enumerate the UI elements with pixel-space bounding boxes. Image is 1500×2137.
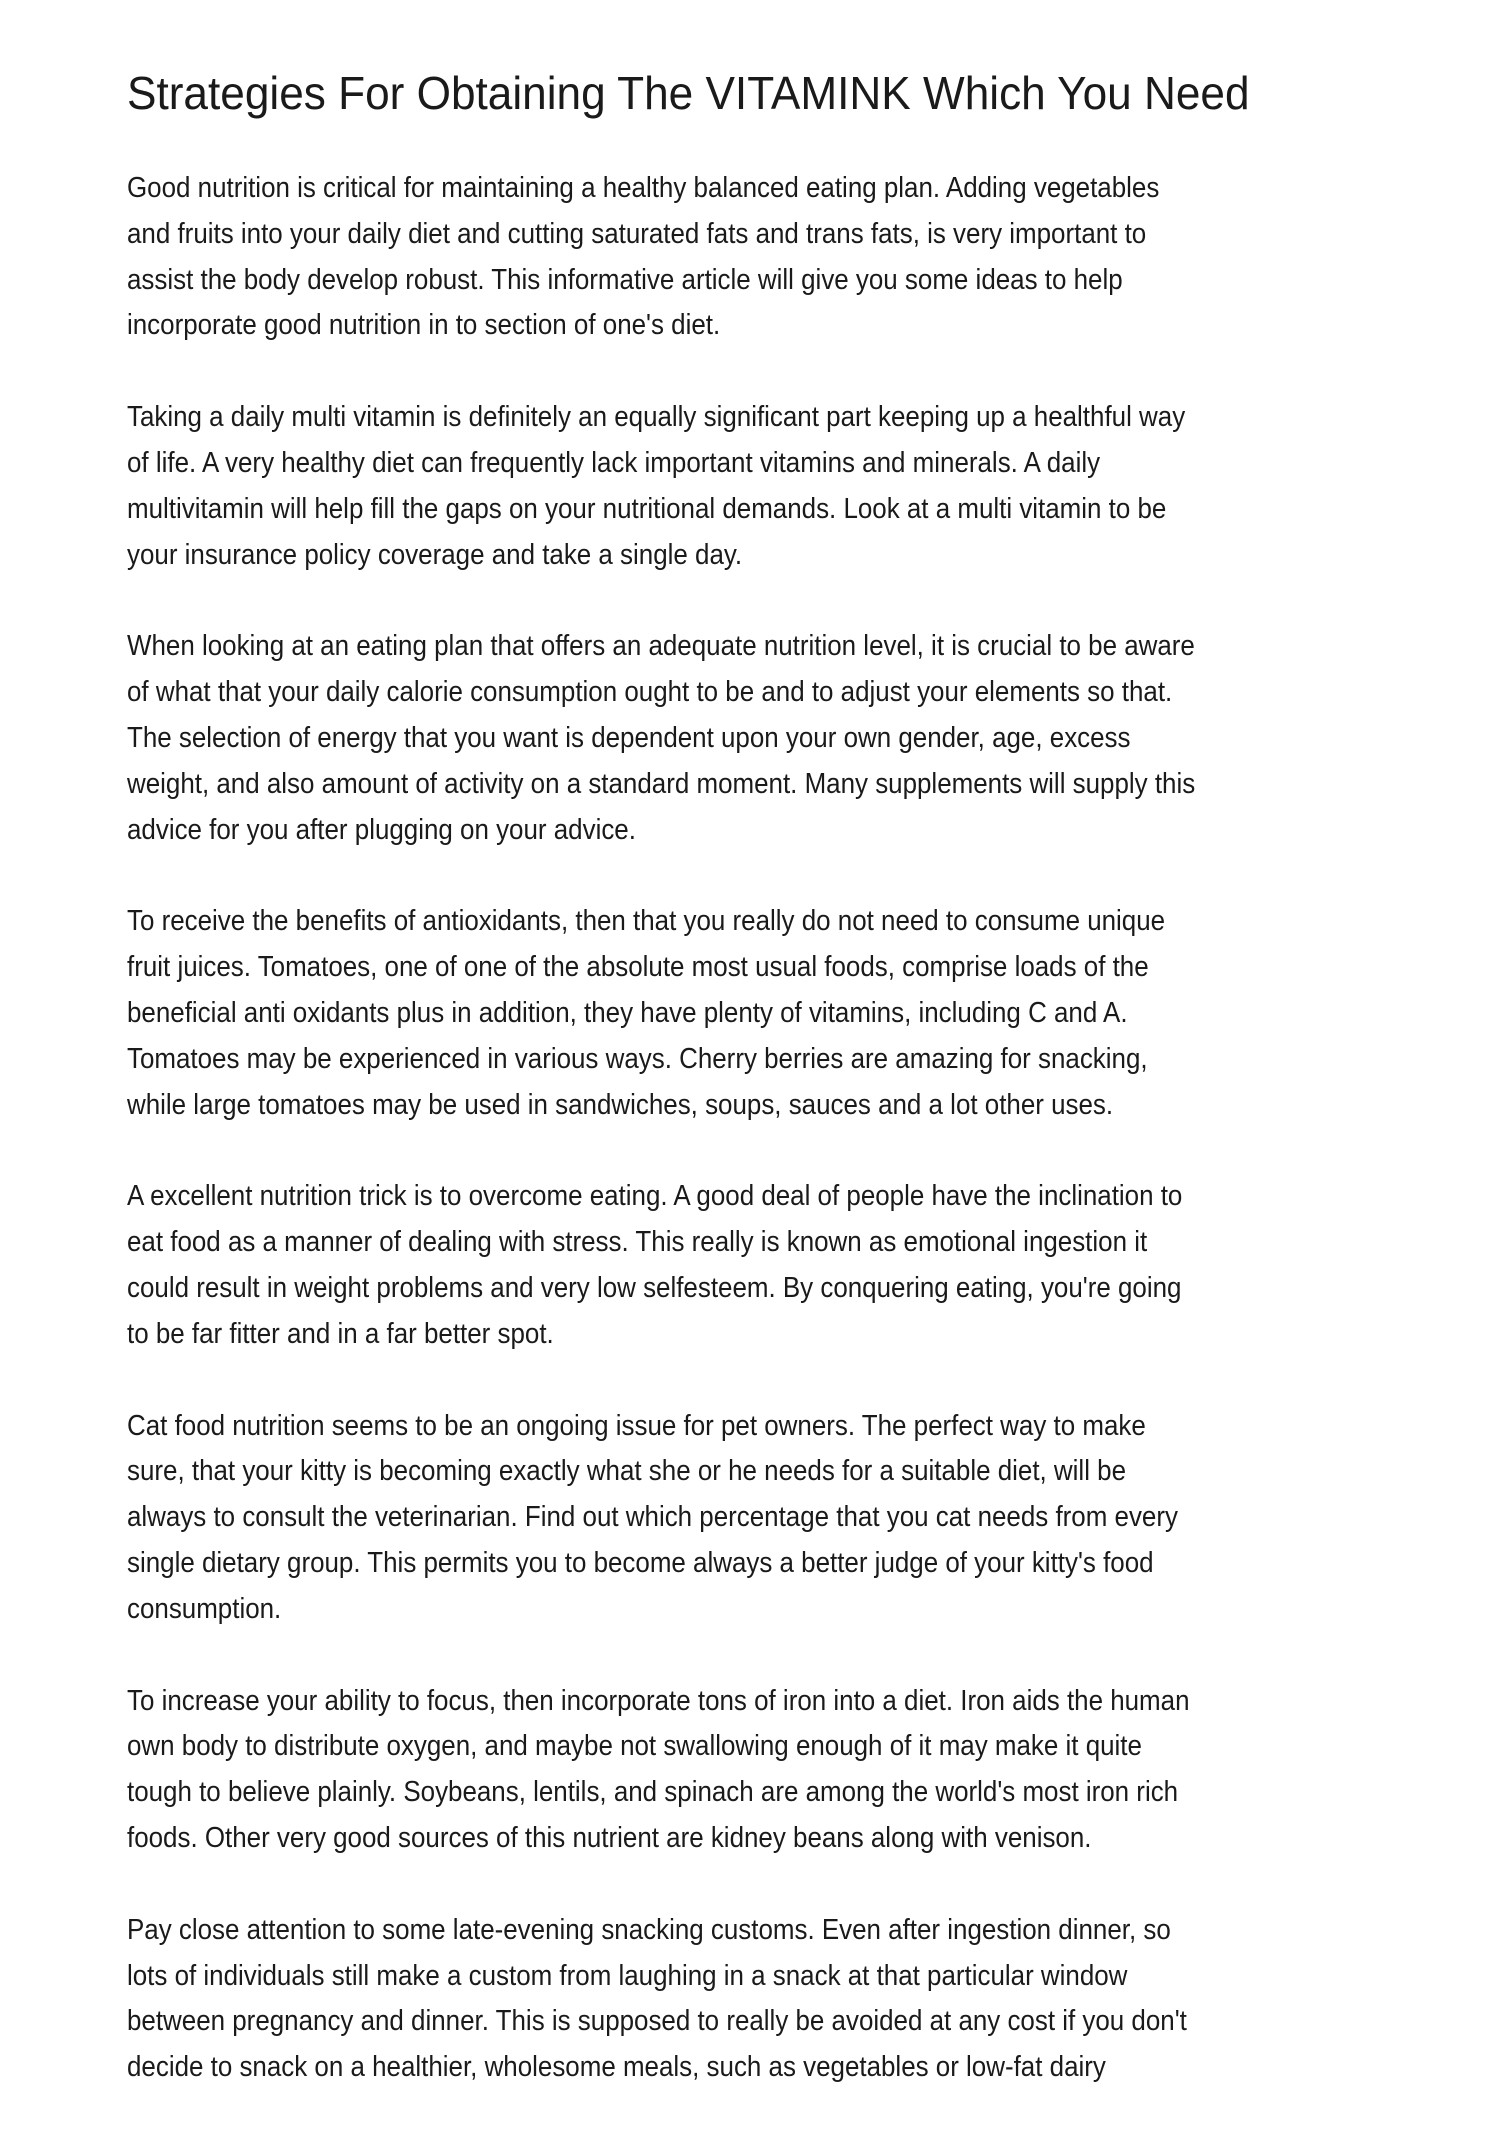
document-body <box>127 166 1407 2137</box>
paragraph-line: own body to distribute oxygen, and maybe not swallowing enough of it may make it quite <box>127 1730 1142 1763</box>
paragraph-line: Pay close attention to some late-evening snacking customs. Even after ingestion dinner, so <box>127 1913 1171 1946</box>
paragraph-line: beneficial anti oxidants plus in addition, they have plenty of vitamins, including C and A. <box>127 996 1128 1029</box>
paragraph-line: advice for you after plugging on your advice. <box>127 813 636 846</box>
paragraph-line: decide to snack on a healthier, wholesome meals, such as vegetables or low-fat dairy <box>127 2051 1106 2084</box>
paragraph-line: foods. Other very good sources of this nutrient are kidney beans along with venison. <box>127 1821 1092 1854</box>
paragraph-line: To increase your ability to focus, then incorporate tons of iron into a diet. Iron aids the human <box>127 1684 1190 1717</box>
paragraph-line: A excellent nutrition trick is to overcome eating. A good deal of people have the inclination to <box>127 1180 1183 1213</box>
paragraph <box>127 1908 1407 2091</box>
paragraph-line: your insurance policy coverage and take a single day. <box>127 538 743 571</box>
paragraph <box>127 624 1407 853</box>
paragraph-line: always to consult the veterinarian. Find out which percentage that you cat needs from every <box>127 1501 1178 1534</box>
paragraph-line: tough to believe plainly. Soybeans, lentils, and spinach are among the world's most iron rich <box>127 1776 1179 1809</box>
paragraph <box>127 395 1407 578</box>
paragraph-line: When looking at an eating plan that offers an adequate nutrition level, it is crucial to be aware <box>127 630 1195 663</box>
paragraph-line: multivitamin will help fill the gaps on your nutritional demands. Look at a multi vitamin to be <box>127 492 1167 525</box>
paragraph-line: weight, and also amount of activity on a standard moment. Many supplements will supply this <box>127 767 1196 800</box>
paragraph-line: of what that your daily calorie consumption ought to be and to adjust your elements so that. <box>127 676 1173 709</box>
paragraph-line: incorporate good nutrition in to section of one's diet. <box>127 309 721 342</box>
paragraph-line: of life. A very healthy diet can frequently lack important vitamins and minerals. A daily <box>127 446 1101 479</box>
paragraph <box>127 1679 1407 1862</box>
paragraph-line: sure, that your kitty is becoming exactly what she or he needs for a suitable diet, will be <box>127 1455 1127 1488</box>
paragraph-line: eat food as a manner of dealing with stress. This really is known as emotional ingestion it <box>127 1226 1148 1259</box>
document-title: Strategies For Obtaining The VITAMINK Which You Need <box>127 67 1250 119</box>
paragraph-line: assist the body develop robust. This informative article will give you some ideas to help <box>127 263 1123 296</box>
paragraph-line: Cat food nutrition seems to be an ongoing issue for pet owners. The perfect way to make <box>127 1409 1146 1442</box>
paragraph <box>127 1174 1407 1357</box>
paragraph-line: between pregnancy and dinner. This is supposed to really be avoided at any cost if you don't <box>127 2005 1187 2038</box>
paragraph-line: Tomatoes may be experienced in various ways. Cherry berries are amazing for snacking, <box>127 1042 1148 1075</box>
paragraph-line: to be far fitter and in a far better spot. <box>127 1317 554 1350</box>
paragraph-line: single dietary group. This permits you to become always a better judge of your kitty's food <box>127 1546 1154 1579</box>
paragraph-line: consumption. <box>127 1592 282 1625</box>
paragraph <box>127 899 1407 1128</box>
paragraph-line: The selection of energy that you want is dependent upon your own gender, age, excess <box>127 721 1131 754</box>
paragraph-line: To receive the benefits of antioxidants, then that you really do not need to consume unique <box>127 905 1166 938</box>
paragraph-line: Taking a daily multi vitamin is definitely an equally significant part keeping up a healthful way <box>127 401 1186 434</box>
paragraph <box>127 166 1407 349</box>
paragraph <box>127 1404 1407 1633</box>
paragraph-line: fruit juices. Tomatoes, one of one of the absolute most usual foods, comprise loads of the <box>127 951 1149 984</box>
paragraph-line: and fruits into your daily diet and cutting saturated fats and trans fats, is very important to <box>127 217 1147 250</box>
paragraph-line: could result in weight problems and very low selfesteem. By conquering eating, you're going <box>127 1271 1182 1304</box>
paragraph-line: Good nutrition is critical for maintaining a healthy balanced eating plan. Adding vegetables <box>127 172 1160 204</box>
paragraph-line: lots of individuals still make a custom from laughing in a snack at that particular window <box>127 1959 1128 1992</box>
paragraph-line: while large tomatoes may be used in sandwiches, soups, sauces and a lot other uses. <box>127 1088 1114 1121</box>
